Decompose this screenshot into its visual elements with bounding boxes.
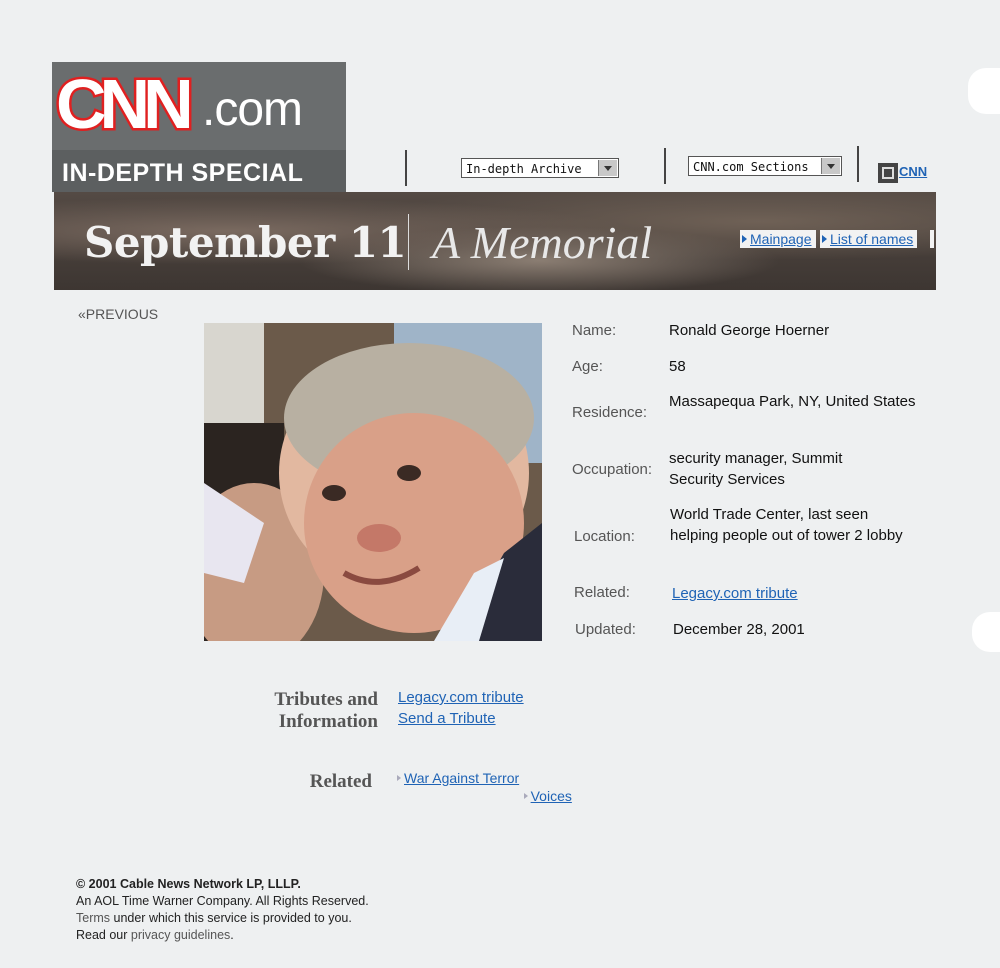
name-label: Name:: [572, 322, 617, 339]
binder-tab: [968, 68, 1000, 114]
memorial-banner: [54, 192, 936, 290]
cnn-link-text[interactable]: CNN: [899, 164, 928, 179]
related-label: Related:: [574, 584, 630, 601]
portrait-photo: [204, 323, 542, 641]
war-against-terror-link[interactable]: War Against Terror: [397, 770, 519, 786]
banner-link-edge: [930, 230, 934, 248]
footer-copyright: © 2001 Cable News Network LP, LLLP.: [76, 877, 301, 891]
updated-label: Updated:: [575, 621, 636, 638]
occupation-value: security manager, Summit Security Services: [669, 450, 843, 488]
cnn-logo[interactable]: [52, 62, 346, 192]
mainpage-link[interactable]: Mainpage: [740, 230, 816, 248]
nav-divider: [405, 150, 407, 186]
cnn-logo-icon: [878, 163, 898, 183]
voices-link[interactable]: Voices: [524, 788, 572, 804]
logo-top-band: [52, 62, 346, 150]
privacy-link[interactable]: privacy guidelines: [130, 928, 231, 942]
dropdown-arrow-icon[interactable]: [598, 160, 617, 176]
logo-com-text: .com: [202, 83, 303, 136]
terms-text: under which this service is provided to you.: [110, 911, 352, 925]
tributes-heading-line1: Tributes and: [274, 689, 378, 710]
banner-divider: [408, 214, 409, 270]
list-of-names-link[interactable]: List of names: [820, 230, 917, 248]
banner-title: September 11: [84, 218, 407, 267]
nav-divider: [857, 146, 859, 182]
tributes-heading-line2: Information: [278, 711, 378, 732]
dropdown-arrow-icon[interactable]: [821, 158, 840, 174]
terms-link[interactable]: Terms: [76, 911, 111, 925]
tribute-legacy-link[interactable]: Legacy.com tribute: [398, 689, 524, 706]
footer-privacy-line: [76, 927, 369, 944]
banner-subtitle: A Memorial: [432, 217, 653, 268]
binder-tab: [972, 612, 1000, 652]
age-value: 58: [669, 358, 686, 375]
sections-select-value: CNN.com Sections: [693, 160, 809, 174]
cnn-sections-select[interactable]: [688, 156, 842, 176]
nav-divider: [664, 148, 666, 184]
residence-label: Residence:: [572, 404, 648, 421]
privacy-suffix: .: [230, 928, 234, 942]
in-depth-special-label: IN-DEPTH SPECIAL: [62, 159, 304, 187]
age-label: Age:: [572, 358, 603, 375]
name-value: Ronald George Hoerner: [669, 322, 830, 339]
send-tribute-link[interactable]: Send a Tribute: [398, 710, 496, 727]
footer-company: An AOL Time Warner Company. All Rights Reserved.: [76, 894, 369, 908]
occupation-label: Occupation:: [572, 461, 653, 478]
residence-value: Massapequa Park, NY, United States: [669, 393, 916, 410]
previous-link[interactable]: «PREVIOUS: [78, 306, 159, 322]
archive-select-value: In-depth Archive: [466, 162, 582, 176]
legacy-tribute-link[interactable]: Legacy.com tribute: [672, 585, 798, 602]
portrait-image: [204, 323, 542, 641]
footer-terms-line: [76, 910, 369, 927]
tributes-heading: [230, 689, 378, 733]
location-value: World Trade Center, last seen helping people out of tower 2 lobby: [670, 506, 903, 544]
related-heading: Related: [309, 771, 372, 792]
location-label: Location:: [574, 528, 635, 545]
updated-value: December 28, 2001: [673, 621, 805, 638]
logo-cnn-text: CNN: [56, 65, 187, 143]
privacy-prefix: Read our: [76, 928, 131, 942]
in-depth-archive-select[interactable]: [461, 158, 619, 178]
footer: [76, 876, 369, 944]
